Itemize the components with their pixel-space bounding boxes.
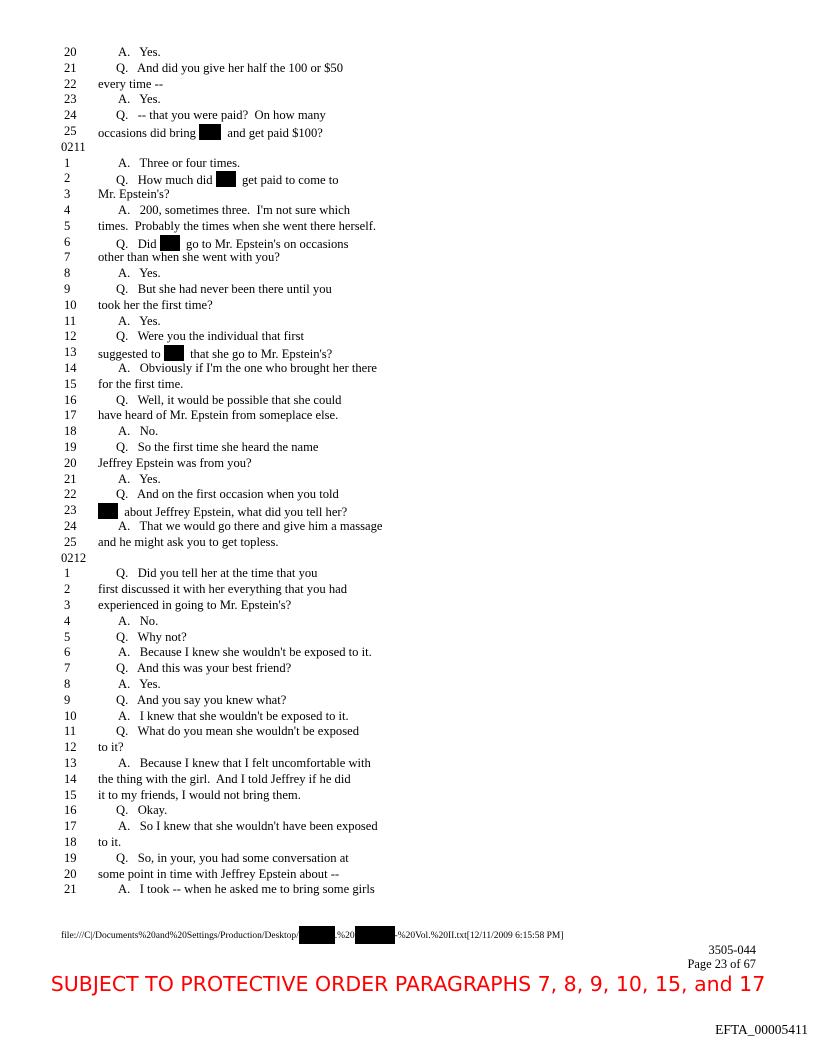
line-number: 6	[64, 234, 71, 249]
line-number: 16	[64, 392, 77, 407]
line-text	[98, 835, 121, 850]
line-text	[98, 740, 124, 755]
line-text-segment: the thing with the girl. And I told Jeffrey if he did	[98, 771, 351, 786]
line-number: 21	[64, 471, 77, 486]
file-path-segment: -%20Vol.%20II.txt[12/11/2009 6:15:58 PM]	[394, 931, 564, 941]
line-text	[116, 282, 332, 297]
line-text-segment: suggested to	[98, 347, 164, 362]
line-text-segment: some point in time with Jeffrey Epstein about --	[98, 866, 340, 881]
line-text-segment: every time --	[98, 76, 164, 91]
line-text	[116, 851, 349, 866]
line-text-segment: first discussed it with her everything that you had	[98, 582, 348, 597]
line-text-segment: A. Because I knew she wouldn't be exposed to it.	[118, 645, 372, 660]
line-number: 11	[64, 724, 77, 739]
line-text	[118, 45, 161, 60]
line-text-segment: Q. Did you tell her at the time that you	[116, 566, 318, 581]
line-number: 9	[64, 692, 71, 707]
line-text	[118, 709, 349, 724]
line-number: 8	[64, 677, 71, 691]
line-number: 10	[64, 297, 77, 312]
line-text-segment: A. No.	[118, 613, 159, 628]
line-text	[118, 92, 161, 107]
line-number: 12	[64, 740, 77, 755]
line-text	[116, 487, 339, 502]
line-text	[98, 219, 376, 234]
line-text-segment: A. Yes.	[118, 45, 161, 59]
line-text	[98, 408, 338, 423]
line-number: 23	[64, 503, 77, 518]
line-text	[118, 819, 378, 834]
line-text	[118, 314, 161, 329]
line-text-segment: Q. Did	[116, 236, 160, 251]
line-text	[98, 377, 183, 392]
line-text	[118, 645, 372, 660]
line-text	[98, 598, 291, 613]
line-number: 5	[64, 218, 71, 233]
line-number: 14	[64, 771, 77, 786]
line-text	[116, 440, 319, 455]
line-text	[116, 61, 343, 76]
line-text-segment: it to my friends, I would not bring them.	[98, 787, 301, 802]
line-text-segment: experienced in going to Mr. Epstein's?	[98, 598, 292, 612]
line-text	[98, 503, 347, 520]
line-text	[118, 519, 383, 534]
line-text	[116, 566, 317, 581]
line-number: 3	[64, 598, 71, 612]
line-number: 23	[64, 92, 77, 107]
line-number: 25	[64, 124, 77, 138]
line-text	[116, 630, 187, 645]
line-text	[98, 456, 252, 471]
line-text-segment: go to Mr. Epstein's on occasions	[179, 236, 349, 251]
line-number: 10	[64, 708, 77, 723]
line-text	[118, 614, 158, 629]
line-number: 13	[64, 756, 77, 770]
line-text-segment: for the first time.	[98, 376, 184, 391]
line-text	[98, 250, 280, 265]
line-text-segment: Q. But she had never been there until you	[116, 282, 332, 296]
line-number: 7	[64, 661, 71, 676]
line-number: 8	[64, 266, 71, 281]
line-text-segment: Q. -- that you were paid? On how many	[116, 108, 326, 123]
line-number: 2	[64, 171, 71, 186]
line-text	[118, 472, 161, 487]
redaction-box	[164, 345, 184, 361]
line-number: 12	[64, 329, 77, 344]
line-text-segment: other than when she went with you?	[98, 250, 280, 265]
line-number: 20	[64, 455, 77, 470]
redaction-box	[299, 926, 335, 944]
line-text	[118, 756, 371, 771]
line-text-segment: occasions did bring	[98, 126, 200, 140]
line-number: 17	[64, 819, 77, 834]
line-text-segment: A. Three or four times.	[118, 155, 241, 170]
line-text-segment: Q. And on the first occasion when you told	[116, 487, 339, 502]
line-number: 22	[64, 487, 77, 502]
line-text-segment: Q. Okay.	[116, 803, 168, 818]
line-text	[116, 661, 291, 676]
line-text-segment: Q. So the first time she heard the name	[116, 440, 319, 454]
line-number: 1	[64, 155, 71, 170]
line-text-segment: Q. How much did	[116, 173, 216, 188]
line-text-segment: A. I took -- when he asked me to bring some girls	[118, 882, 375, 897]
document-id: 3505-044	[708, 943, 756, 957]
line-text	[118, 361, 377, 376]
line-text	[116, 693, 286, 708]
line-text-segment: Q. So, in your, you had some conversation at	[116, 850, 349, 865]
line-text-segment: have heard of Mr. Epstein from someplace else.	[98, 408, 339, 423]
line-text	[118, 424, 158, 439]
line-text-segment: Q. Why not?	[116, 629, 187, 644]
line-text	[98, 298, 213, 313]
line-number: 15	[64, 787, 77, 802]
line-text	[118, 882, 375, 897]
line-number: 14	[64, 361, 77, 375]
line-text	[98, 582, 347, 597]
line-number: 18	[64, 424, 77, 439]
line-text	[116, 329, 304, 344]
line-text	[98, 535, 279, 550]
line-text-segment: Q. And this was your best friend?	[116, 661, 292, 676]
line-text-segment: to it?	[98, 740, 124, 755]
line-text-segment: A. Yes.	[118, 266, 161, 281]
line-text-segment: A. Yes.	[118, 471, 161, 486]
line-text	[98, 772, 351, 787]
line-text	[116, 393, 341, 408]
line-text-segment: Q. And you say you knew what?	[116, 692, 287, 707]
line-text	[98, 345, 332, 362]
line-text	[116, 235, 349, 252]
line-text-segment: took her the first time?	[98, 297, 213, 312]
line-number: 2	[64, 582, 71, 597]
line-text	[98, 867, 339, 882]
line-text-segment: get paid to come to	[235, 173, 339, 188]
line-text-segment: times. Probably the times when she went there herself.	[98, 218, 377, 233]
line-text-segment: A. No.	[118, 424, 159, 439]
redaction-box	[199, 124, 221, 140]
line-number: 17	[64, 408, 77, 423]
line-text	[116, 108, 326, 123]
line-number: 19	[64, 850, 77, 865]
line-number: 3	[64, 187, 71, 202]
line-number: 21	[64, 60, 77, 75]
line-text	[98, 788, 301, 803]
page-number: Page 23 of 67	[687, 957, 756, 971]
redaction-box	[160, 235, 180, 251]
line-number: 1	[64, 566, 71, 581]
line-number: 20	[64, 866, 77, 881]
line-number: 4	[64, 613, 71, 628]
line-text	[116, 171, 339, 188]
line-number: 7	[64, 250, 71, 265]
file-path-segment: .%20	[334, 931, 355, 941]
line-text-segment: Q. And did you give her half the 100 or $50	[116, 60, 344, 75]
line-number: 15	[64, 376, 77, 391]
line-number: 11	[64, 313, 77, 328]
file-path-footer	[61, 926, 563, 944]
file-path-segment: file:///C|/Documents%20and%20Settings/Production/Desktop/	[61, 931, 299, 941]
redaction-box	[355, 926, 395, 944]
redaction-box	[98, 503, 118, 519]
line-number: 4	[64, 203, 71, 217]
line-number: 19	[64, 440, 77, 454]
line-text	[98, 124, 323, 141]
line-text-segment: and get paid $100?	[221, 126, 323, 140]
line-text-segment: and he might ask you to get topless.	[98, 534, 279, 549]
line-text-segment: A. Yes.	[118, 313, 161, 328]
line-text	[116, 803, 167, 818]
line-number: 18	[64, 835, 77, 849]
line-text-segment: about Jeffrey Epstein, what did you tell her?	[118, 505, 348, 520]
line-text	[118, 156, 240, 171]
redaction-box	[216, 171, 236, 187]
line-number: 20	[64, 45, 77, 59]
line-text-segment: A. So I knew that she wouldn't have been exposed	[118, 819, 378, 834]
line-text-segment: Jeffrey Epstein was from you?	[98, 455, 252, 470]
bates-number: EFTA_00005411	[715, 1022, 808, 1037]
line-number: 9	[64, 282, 71, 296]
line-text-segment: to it.	[98, 835, 122, 849]
line-number: 24	[64, 108, 77, 123]
line-number: 22	[64, 76, 77, 91]
line-text-segment: A. Yes.	[118, 677, 161, 691]
line-text	[98, 77, 163, 92]
line-text-segment: A. Yes.	[118, 92, 161, 107]
line-text-segment: A. That we would go there and give him a massage	[118, 519, 383, 533]
line-text	[118, 203, 350, 218]
line-text	[98, 187, 170, 202]
line-text	[118, 266, 161, 281]
page-marker-number: 0211	[61, 139, 86, 154]
line-number: 6	[64, 645, 71, 660]
line-text-segment: A. Because I knew that I felt uncomfortable with	[118, 756, 371, 770]
line-number: 24	[64, 519, 77, 533]
page-marker-number: 0212	[61, 550, 87, 565]
line-number: 5	[64, 629, 71, 644]
line-text-segment: Mr. Epstein's?	[98, 187, 170, 202]
line-number: 21	[64, 882, 77, 897]
line-text-segment: Q. Well, it would be possible that she could	[116, 392, 342, 407]
line-text-segment: Q. Were you the individual that first	[116, 329, 304, 344]
line-text-segment: that she go to Mr. Epstein's?	[183, 347, 333, 362]
line-number: 13	[64, 345, 77, 360]
line-text	[118, 677, 161, 692]
line-text	[116, 724, 359, 739]
line-text-segment: A. 200, sometimes three. I'm not sure which	[118, 203, 351, 217]
line-text-segment: A. Obviously if I'm the one who brought her there	[118, 361, 377, 375]
line-number: 25	[64, 534, 77, 549]
line-text-segment: Q. What do you mean she wouldn't be exposed	[116, 724, 360, 739]
line-number: 16	[64, 803, 77, 818]
protective-order-notice: SUBJECT TO PROTECTIVE ORDER PARAGRAPHS 7, 8, 9, 10, 15, and 17	[50, 972, 766, 996]
line-text-segment: A. I knew that she wouldn't be exposed to it.	[118, 708, 349, 723]
